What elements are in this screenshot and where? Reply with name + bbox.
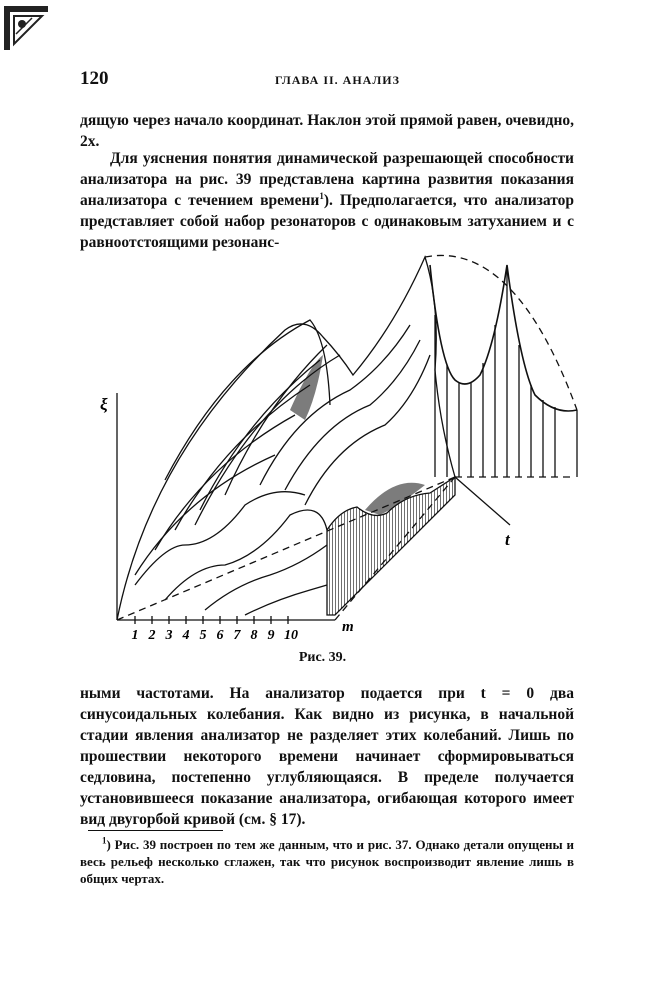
footnote-text: ) Рис. 39 построен по тем же данным, что и рис. 37. Однако детали опущены и весь рельеф несколько сглажен, так что рисунок воспроизводит явление лишь в общих чертах. (80, 837, 574, 886)
tick-label: 5 (199, 628, 207, 643)
figure-caption: Рис. 39. (298, 650, 347, 665)
corner-ornament (2, 4, 50, 52)
paragraph-analyzer-intro (80, 148, 574, 253)
page-number: 120 (80, 68, 109, 89)
tick-label: 7 (233, 628, 241, 643)
tick-label: 6 (216, 628, 224, 643)
tick-label: 4 (182, 628, 190, 643)
axis-t-label: t (505, 530, 510, 549)
running-head: ГЛАВА II. АНАЛИЗ (275, 73, 400, 87)
tick-label: 8 (250, 628, 258, 643)
axis-xi-label: ξ (100, 395, 108, 414)
figure-39 (95, 245, 595, 645)
p2-text-before: Для уяснения понятия динамической разрешающей способности анализатора на рис. 39 представлена картина развития показания анализатора с течением времени (80, 150, 574, 209)
p2-text-after: ). Предполагается, что анализатор представляет собой набор резонаторов с одинаковым затуханием и с равноотстоящими резонанс- (80, 192, 574, 251)
paragraph-continuation: дящую через начало координат. Наклон этой прямой равен, очевидно, 2x. (80, 112, 574, 150)
page-header (80, 68, 570, 94)
tick-label: 3 (165, 628, 173, 643)
tick-label: 1 (131, 628, 139, 643)
footnote-ref: 1 (319, 190, 324, 201)
tick-label: 10 (284, 628, 298, 643)
footnote-mark: 1 (102, 835, 107, 846)
tick-label: 2 (148, 628, 156, 643)
footnote (80, 836, 574, 887)
envelope-curve (430, 265, 577, 411)
footnote-divider (88, 830, 223, 831)
paragraph-explanation: ными частотами. На анализатор подается при t = 0 два синусоидальных колебания. Как видно из рисунка, в начальной стадии явления анализатор не разделяет этих колебаний. Лишь по прошествии некоторого времени начинает сформировываться седловина, постепенно углубляющаяся. В пределе получается установившееся показание анализатора, огибающая которого имеет вид двугорбой кривой (см. § 17). (80, 685, 574, 828)
axis-m-label: m (342, 619, 354, 635)
tick-label: 9 (267, 628, 275, 643)
